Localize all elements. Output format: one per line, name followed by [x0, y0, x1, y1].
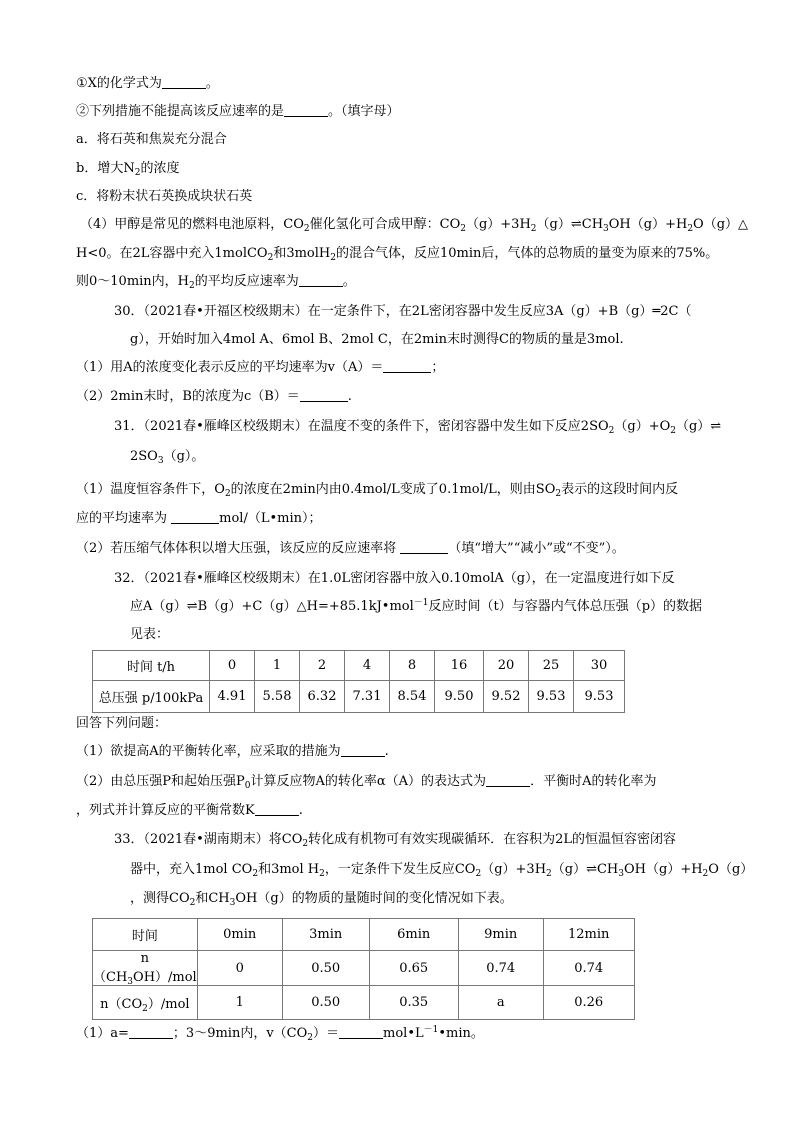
line-q32-stem: 32．（2021春•雁峰区校级期末）在1.0L密闭容器中放入0.10molA（g），在一定温度进行如下反 [114, 571, 675, 586]
table-cell: 2 [300, 651, 345, 681]
line-q32-2b: ，列式并计算反应的平衡常数K . [76, 803, 303, 818]
table-cell: 6.32 [300, 681, 345, 713]
line-q4-intro: （4）甲醇是常见的燃料电池原料，$CO_2$催化氢化可合成甲醇：$CO_2(g)+3H_2(g)\rightleftharpoons CH_3OH(g)+H_2O(g)\triangle$ [80, 217, 749, 234]
table-cell: 30 [574, 651, 625, 681]
table-cell: 5.58 [255, 681, 300, 713]
table-cell: 0.26 [543, 986, 634, 1020]
table-cell: 1 [255, 651, 300, 681]
pressure-table [92, 650, 625, 713]
line-x-formula: ①X的化学式为 。 [76, 76, 219, 91]
table-cell: 0.74 [543, 951, 634, 986]
line-q33-1: （1）a= ；3～9min内，$v(CO_2)=$ $mol•L^{-1}•\min$。 [76, 1025, 484, 1043]
table-cell: 8 [390, 651, 435, 681]
table-cell: a [458, 986, 543, 1020]
line-q33-stem: 33．（2021春•湖南期末）将$CO_2$转化成有机物可有效实现碳循环．在容积为2L的恒温恒容密闭容 [114, 832, 677, 849]
line-option-c: c．将粉末状石英换成块状石英 [76, 189, 253, 204]
table-cell: $n(CH_3OH)$/mol [93, 951, 197, 987]
table-cell: 0.50 [282, 951, 369, 986]
line-answer-intro: 回答下列问题： [76, 716, 168, 731]
line-q31-2: （2）若压缩气体体积以增大压强，该反应的反应速率将 （填“增大”“减小”或“不变”）。 [76, 541, 625, 556]
moles-table-row-ch3oh [93, 951, 635, 986]
table-cell: 0.74 [458, 951, 543, 986]
table-cell: 9.52 [484, 681, 529, 713]
line-q30-stem: 30．（2021春•开福区校级期末）在一定条件下，在2L密闭容器中发生反应3A（g）+B（g）═2C（ [114, 304, 692, 319]
table-cell: 0 [210, 651, 255, 681]
line-q32-stem3: 见表： [130, 627, 170, 642]
table-cell: 12min [543, 919, 634, 951]
line-q30-1: （1）用A的浓度变化表示反应的平均速率为v（A）＝ ； [76, 360, 445, 375]
line-q31-1: （1）温度恒容条件下，$O_2$的浓度在2min内由0.4mol/L变成了0.1mol/L，则由$SO_2$表示的这段时间内反 [76, 482, 679, 499]
line-q33-stem2: 器中，充入1mol $CO_2$和3mol $H_2$，一定条件下发生反应$CO_2(g)+3H_2(g)\rightleftharpoons CH_3OH(g)+H_2O(g)$ [130, 862, 754, 879]
pressure-table-header-row [93, 651, 625, 681]
line-q33-stem3: ，测得$CO_2$和$CH_3OH(g)$的物质的量随时间的变化情况如下表。 [130, 891, 513, 908]
table-cell: 25 [529, 651, 574, 681]
pressure-table-data-row [93, 681, 625, 713]
line-q32-1: （1）欲提高A的平衡转化率，应采取的措施为 . [76, 744, 389, 759]
table-cell: 0.35 [369, 986, 458, 1020]
line-q32-2: （2）由总压强P和起始压强$P_0$计算反应物A的转化率α（A）的表达式为 ．平衡时A的转化率为 [76, 774, 657, 791]
line-q31-stem: 31．（2021春•雁峰区校级期末）在温度不变的条件下，密闭容器中发生如下反应$2SO_2(g)+O_2(g)\rightleftharpoons$ [114, 419, 722, 436]
table-cell: 6min [369, 919, 458, 951]
table-cell: 20 [484, 651, 529, 681]
table-cell: 时间 [93, 919, 198, 951]
moles-table-header-row [93, 919, 635, 951]
table-cell: 9.53 [529, 681, 574, 713]
table-cell: 4 [345, 651, 390, 681]
table-cell: 4.91 [210, 681, 255, 713]
table-cell: 0.65 [369, 951, 458, 986]
table-cell: $n(CO_2)$/mol [93, 986, 198, 1020]
table-cell: 7.31 [345, 681, 390, 713]
line-q32-stem2: 应A（g）⇌B（g）+C（g）△H=+85.1kJ•mol$^{-1}$反应时间（t）与容器内气体总压强（p）的数据 [130, 598, 703, 614]
moles-table [92, 918, 635, 1020]
table-cell: 1 [197, 986, 282, 1020]
line-q31-stem2: $2SO_3(g)$。 [130, 449, 205, 466]
line-option-b: b．增大$N_2$的浓度 [76, 161, 180, 178]
table-cell: 8.54 [390, 681, 435, 713]
table-cell: 9.53 [574, 681, 625, 713]
table-cell: 0min [197, 919, 282, 951]
line-q4-condition: H<0。在2L容器中充入1molCO$_2$和3molH$_2$的混合气体，反应10min后，气体的总物质的量变为原来的75%。 [76, 246, 719, 263]
table-cell: 3min [282, 919, 369, 951]
table-cell: 总压强 p/100kPa [93, 681, 210, 713]
table-cell: 0 [197, 951, 282, 986]
line-rate-question: ②下列措施不能提高该反应速率的是 。（填字母） [76, 104, 400, 119]
table-cell: 9min [458, 919, 543, 951]
line-option-a: a．将石英和焦炭充分混合 [76, 132, 227, 147]
table-cell: 时间 t/h [93, 651, 210, 681]
line-q31-1b: 应的平均速率为 mol/（L•min）； [76, 511, 322, 526]
table-cell: 16 [435, 651, 484, 681]
line-q30-stem2: g），开始时加入4mol A、6mol B、2mol C，在2min末时测得C的物质的量是3mol. [130, 332, 624, 347]
table-cell: 9.50 [435, 681, 484, 713]
moles-table-row-co2 [93, 986, 635, 1020]
line-q4-ask: 则0～10min内，$H_2$的平均反应速率为 。 [76, 274, 356, 291]
table-cell: 0.50 [282, 986, 369, 1020]
line-q30-2: （2）2min末时，B的浓度为c（B）＝ . [76, 389, 352, 404]
